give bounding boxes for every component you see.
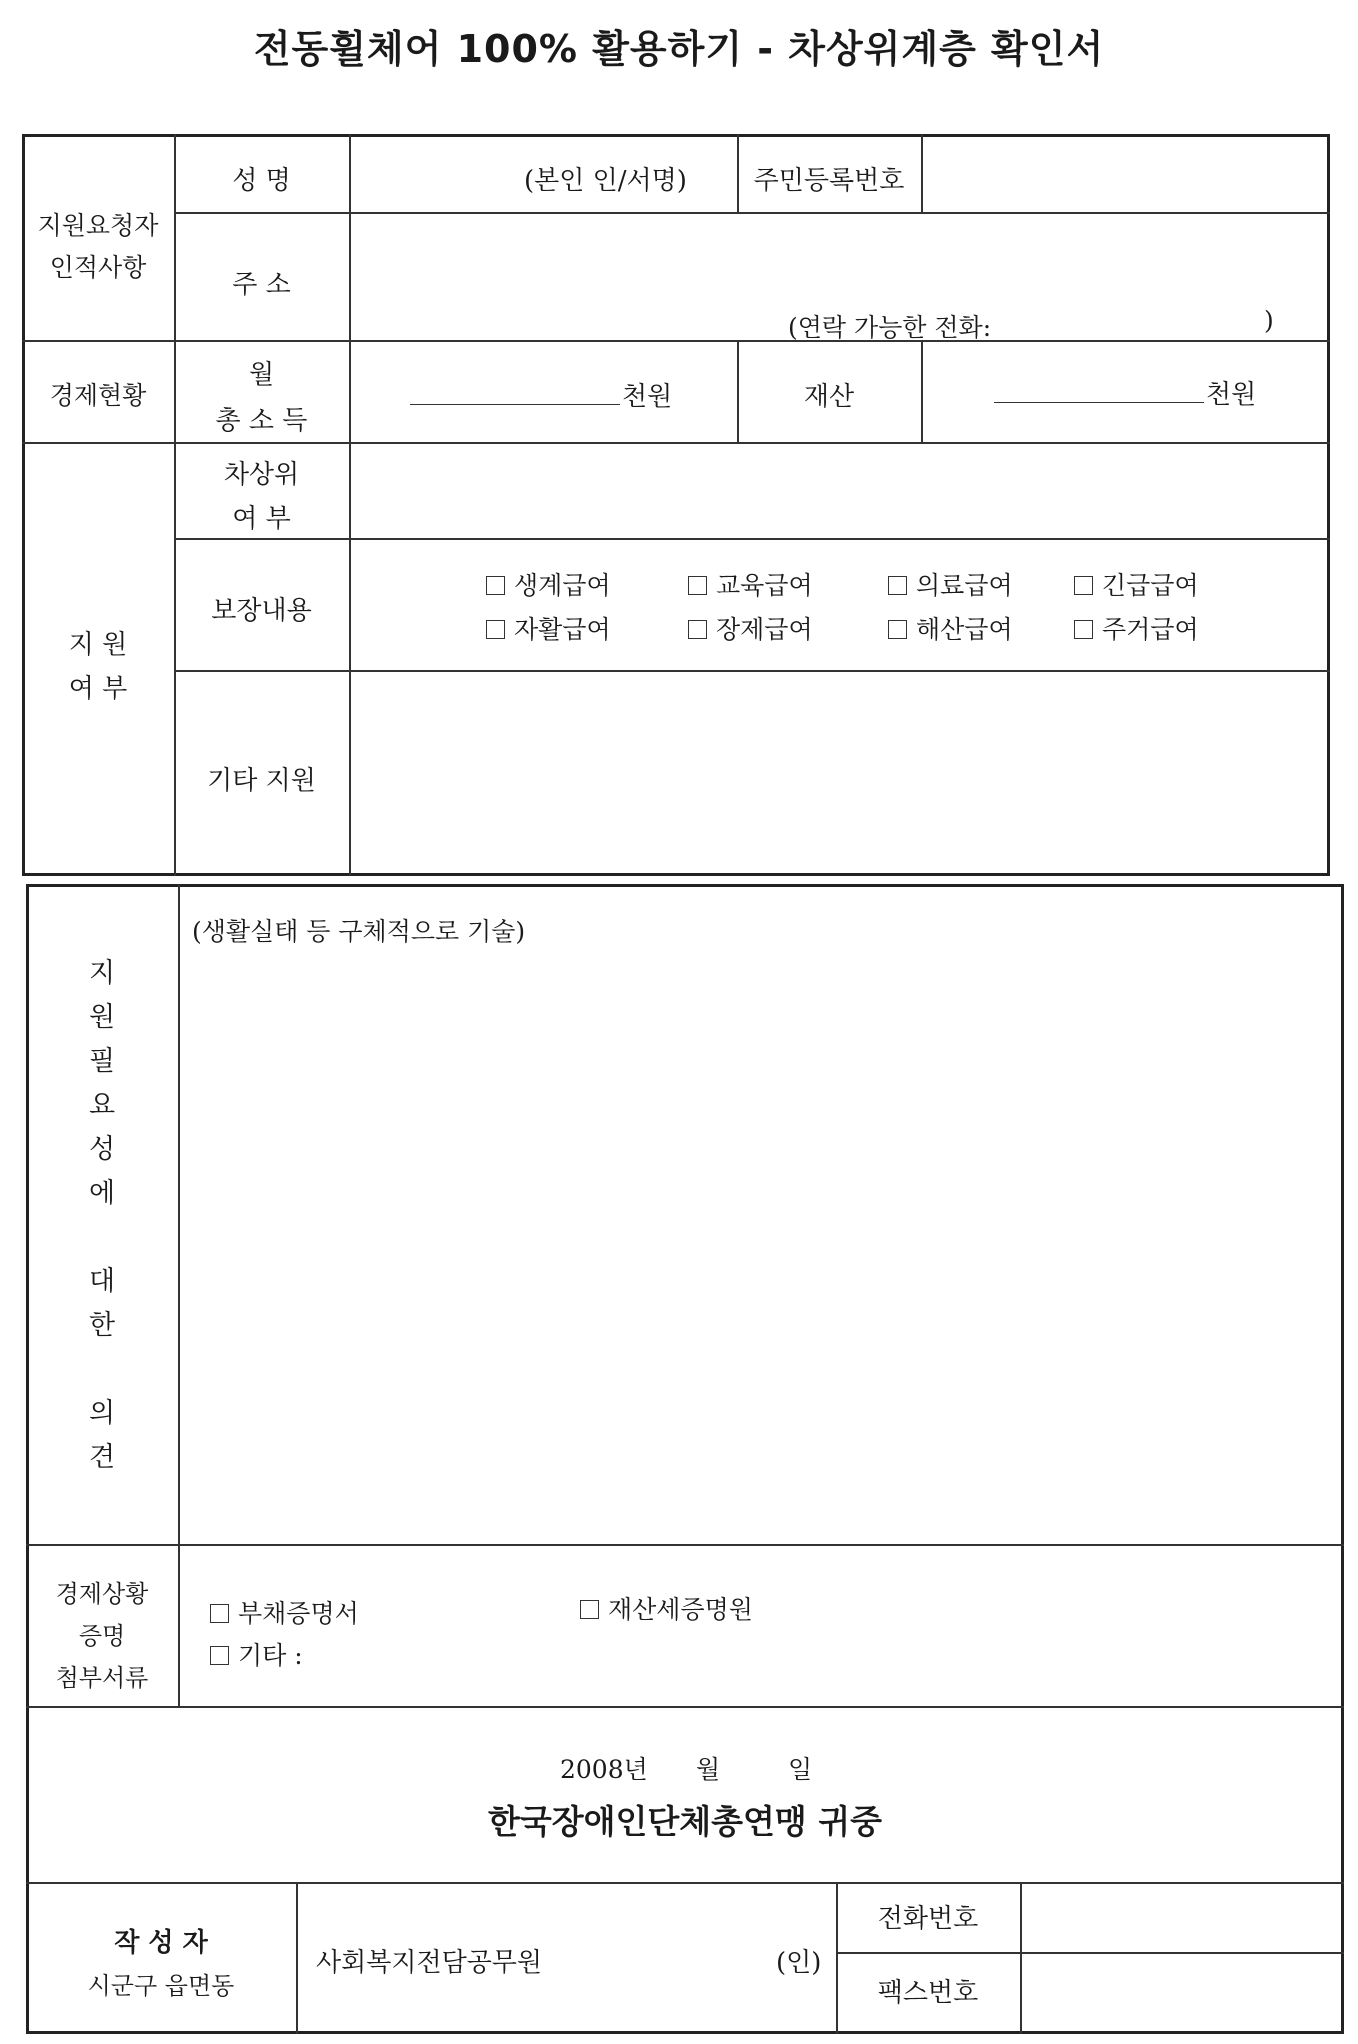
checkbox-livelihood[interactable]: 생계급여 [486,566,674,602]
monthly-income-field[interactable] [410,376,672,413]
address-field[interactable] [351,214,1328,294]
monthly-income-label-line1: 월 [248,360,275,390]
near-poor-field[interactable] [351,444,1328,536]
other-support-label: 기타 지원 [207,766,316,796]
benefit-label: 보장내용 [211,596,312,626]
writer-title: 사회복지전담공무원 [316,1948,543,1978]
fax-number-field[interactable] [1022,1954,1342,2032]
date-day: 일 [788,1755,813,1784]
support-label-line1: 지 원 [68,630,128,660]
checkbox-self-support[interactable]: 자활급여 [486,610,674,646]
signature-hint: (본인 인/서명) [524,166,687,196]
checkbox-emergency[interactable]: 긴급급여 [1074,566,1199,602]
attach-label-line2: 증명 [78,1622,126,1650]
name-label: 성 명 [232,166,291,196]
applicant-label-line2: 인적사항 [49,253,147,282]
checkbox-maternity[interactable]: 해산급여 [888,610,1060,646]
near-poor-label-line1: 차상위 [223,460,300,490]
document-title: 전동휠체어 100% 활용하기 - 차상위계층 확인서 [253,27,1105,71]
recipient: 한국장애인단체총연맹 귀중 [487,1802,883,1841]
checkbox-debt-certificate[interactable]: 부채증명서 [210,1594,359,1630]
fax-number-label: 팩스번호 [877,1978,979,2008]
other-support-field[interactable] [351,672,1328,874]
asset-unit: 천원 [1206,380,1257,410]
checkbox-housing[interactable]: 주거급여 [1074,610,1199,646]
seal-mark: (인) [776,1948,822,1978]
resident-number-field[interactable] [923,136,1328,212]
benefit-checkbox-row1 [486,566,1213,602]
opinion-hint: (생활실태 등 구체적으로 기술) [192,917,526,946]
benefit-checkbox-row2 [486,610,1213,646]
asset-field[interactable] [994,374,1256,411]
attach-label-line1: 경제상황 [55,1580,149,1608]
attach-label-line3: 첨부서류 [55,1664,149,1692]
writer-label: 작 성 자 [114,1928,208,1958]
phone-number-field[interactable] [1022,1884,1342,1950]
econ-status-label: 경제현황 [49,381,147,410]
asset-label: 재산 [803,382,855,412]
checkbox-other-attachment[interactable]: 기타 : [210,1636,303,1672]
checkbox-funeral[interactable]: 장제급여 [688,610,874,646]
monthly-income-unit: 천원 [622,382,673,412]
date-month: 월 [696,1755,721,1784]
date-year: 2008년 [560,1755,648,1784]
support-label-line2: 여 부 [68,674,128,704]
monthly-income-label-line2: 총 소 득 [215,406,308,436]
opinion-field[interactable] [180,950,1342,1540]
opinion-vertical-label: 지 원 필 요 성 에 대 한 의 견 [88,958,116,1473]
name-field[interactable] [351,136,521,212]
checkbox-property-tax-certificate[interactable]: 재산세증명원 [580,1590,753,1626]
writer-sub-label: 시군구 읍면동 [87,1972,235,2000]
phone-number-label: 전화번호 [877,1904,979,1934]
near-poor-label-line2: 여 부 [232,504,291,534]
checkbox-medical[interactable]: 의료급여 [888,566,1060,602]
phone-hint: (연락 가능한 전화: [788,313,992,342]
address-label: 주 소 [232,270,291,300]
checkbox-education[interactable]: 교육급여 [688,566,874,602]
phone-hint-close: ) [1264,306,1274,335]
applicant-label-line1: 지원요청자 [37,211,159,240]
resident-number-label: 주민등록번호 [753,166,905,196]
